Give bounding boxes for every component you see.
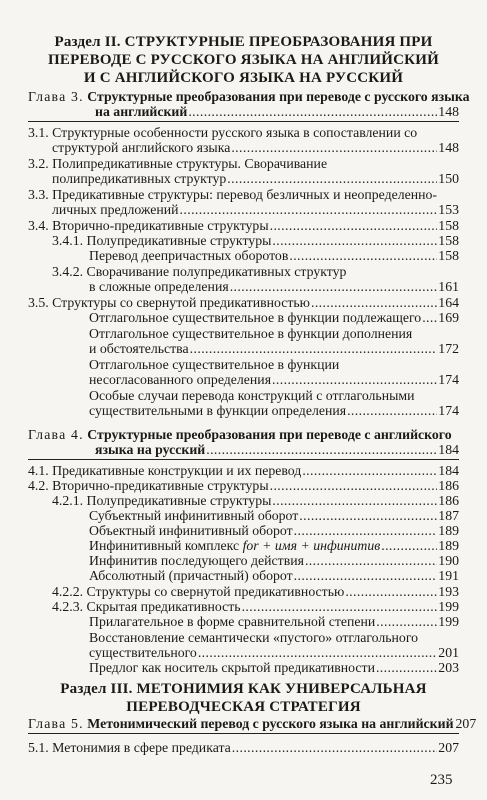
formula-italic: for + имя + инфинитив [242,538,381,553]
chapter-title-cont: на английский [95,104,188,119]
toc-entry-cont: существительного ..... 201 [89,645,459,660]
chapter-3-title-line1 [28,89,470,104]
toc-entry: 3.4.2. Сворачивание полупредикативных структур [52,264,347,279]
page-folio: 235 [430,772,453,788]
toc-entry: 4.2.1. Полупредикативные структуры ..... 186 [52,493,459,508]
toc-entry: Инфинитивный комплекс for + имя + инфинитив ..... 189 [89,538,459,553]
toc-entry: Предлог как носитель скрытой предикативности ..... 203 [89,660,459,675]
toc-entry: 5.1. Метонимия в сфере предиката ..... 207 [28,740,459,755]
toc-entry: Абсолютный (причастный) оборот ..... 191 [89,568,459,583]
toc-entry: Субъектный инфинитивный оборот ..... 187 [89,508,459,523]
section-2-heading [0,33,487,87]
toc-entry: 4.1. Предикативные конструкции и их перевод ..... 184 [28,463,459,478]
toc-entry-cont: структурой английского языка ..... 148 [52,140,459,155]
toc-entry: 3.3. Предикативные структуры: перевод безличных и неопределенно- [28,187,438,202]
toc-entry: 3.4.1. Полупредикативные структуры ..... 158 [52,233,459,248]
chapter-underline [28,459,459,460]
toc-entry-cont: существительными в функции определения ..... 174 [89,403,459,418]
section-heading-line: ПЕРЕВОДЕ С РУССКОГО ЯЗЫКА НА АНГЛИЙСКИЙ [48,52,439,68]
toc-entry-cont: и обстоятельства ..... 172 [89,341,459,356]
toc-entry: 3.1. Структурные особенности русского языка в сопоставлении со [28,125,418,140]
toc-entry: Перевод деепричастных оборотов ..... 158 [89,248,459,263]
chapter-prefix: Глава 5. [28,716,84,731]
chapter-title-cont: языка на русский [95,442,206,457]
toc-entry: 3.2. Полипредикативные структуры. Сворачивание [28,156,328,171]
toc-entry: Отглагольное существительное в функции [89,357,340,372]
section-heading-line: И С АНГЛИЙСКОГО ЯЗЫКА НА РУССКИЙ [83,70,404,86]
toc-entry: 3.4. Вторично-предикативные структуры ..... 158 [28,218,459,233]
toc-entry: Прилагательное в форме сравнительной степени ..... 199 [89,614,459,629]
chapter-prefix: Глава 3. [28,89,84,104]
chapter-title: Структурные преобразования при переводе с английского [87,427,452,442]
toc-entry: Инфинитив последующего действия ..... 190 [89,553,459,568]
toc-entry: Объектный инфинитивный оборот ..... 189 [89,523,459,538]
toc-entry: Особые случаи перевода конструкций с отглагольными [89,388,415,403]
page-number: 184 [438,442,459,457]
section-3-heading [0,680,487,716]
chapter-4-title-line2 [95,442,459,457]
chapter-underline [28,121,459,122]
toc-entry-cont: несогласованного определения ..... 174 [89,372,459,387]
chapter-4-title-line1 [28,427,452,442]
toc-entry: Отглагольное существительное в функции подлежащего ..... 169 [89,310,459,325]
toc-entry-cont: личных предложений ..... 153 [52,202,459,217]
chapter-title: Структурные преобразования при переводе с русского языка [87,89,470,104]
chapter-prefix: Глава 4. [28,427,84,442]
chapter-3-title-line2 [95,104,459,119]
toc-entry: 4.2. Вторично-предикативные структуры ..... 186 [28,478,459,493]
chapter-underline [28,733,459,734]
toc-entry: 4.2.2. Структуры со свернутой предикативностью ..... 193 [52,584,459,599]
page-number: 148 [438,104,459,119]
toc-entry: Отглагольное существительное в функции дополнения [89,326,413,341]
toc-entry: 3.5. Структуры со свернутой предикативностью ..... 164 [28,295,459,310]
page-number: 207 [455,716,477,731]
section-heading-line: Раздел III. МЕТОНИМИЯ КАК УНИВЕРСАЛЬНАЯ [60,681,427,697]
chapter-title: Метонимический перевод с русского языка на английский [87,716,454,731]
section-heading-line: Раздел II. СТРУКТУРНЫЕ ПРЕОБРАЗОВАНИЯ ПРИ [54,34,433,50]
toc-entry-cont: полипредикативных структур ..... 150 [52,171,459,186]
toc-entry-cont: в сложные определения ..... 161 [89,279,459,294]
chapter-5-title [28,716,477,731]
section-heading-line: ПЕРЕВОДЧЕСКАЯ СТРАТЕГИЯ [126,699,361,715]
toc-entry: 4.2.3. Скрытая предикативность ..... 199 [52,599,459,614]
toc-entry: Восстановление семантически «пустого» отглагольного [89,630,419,645]
